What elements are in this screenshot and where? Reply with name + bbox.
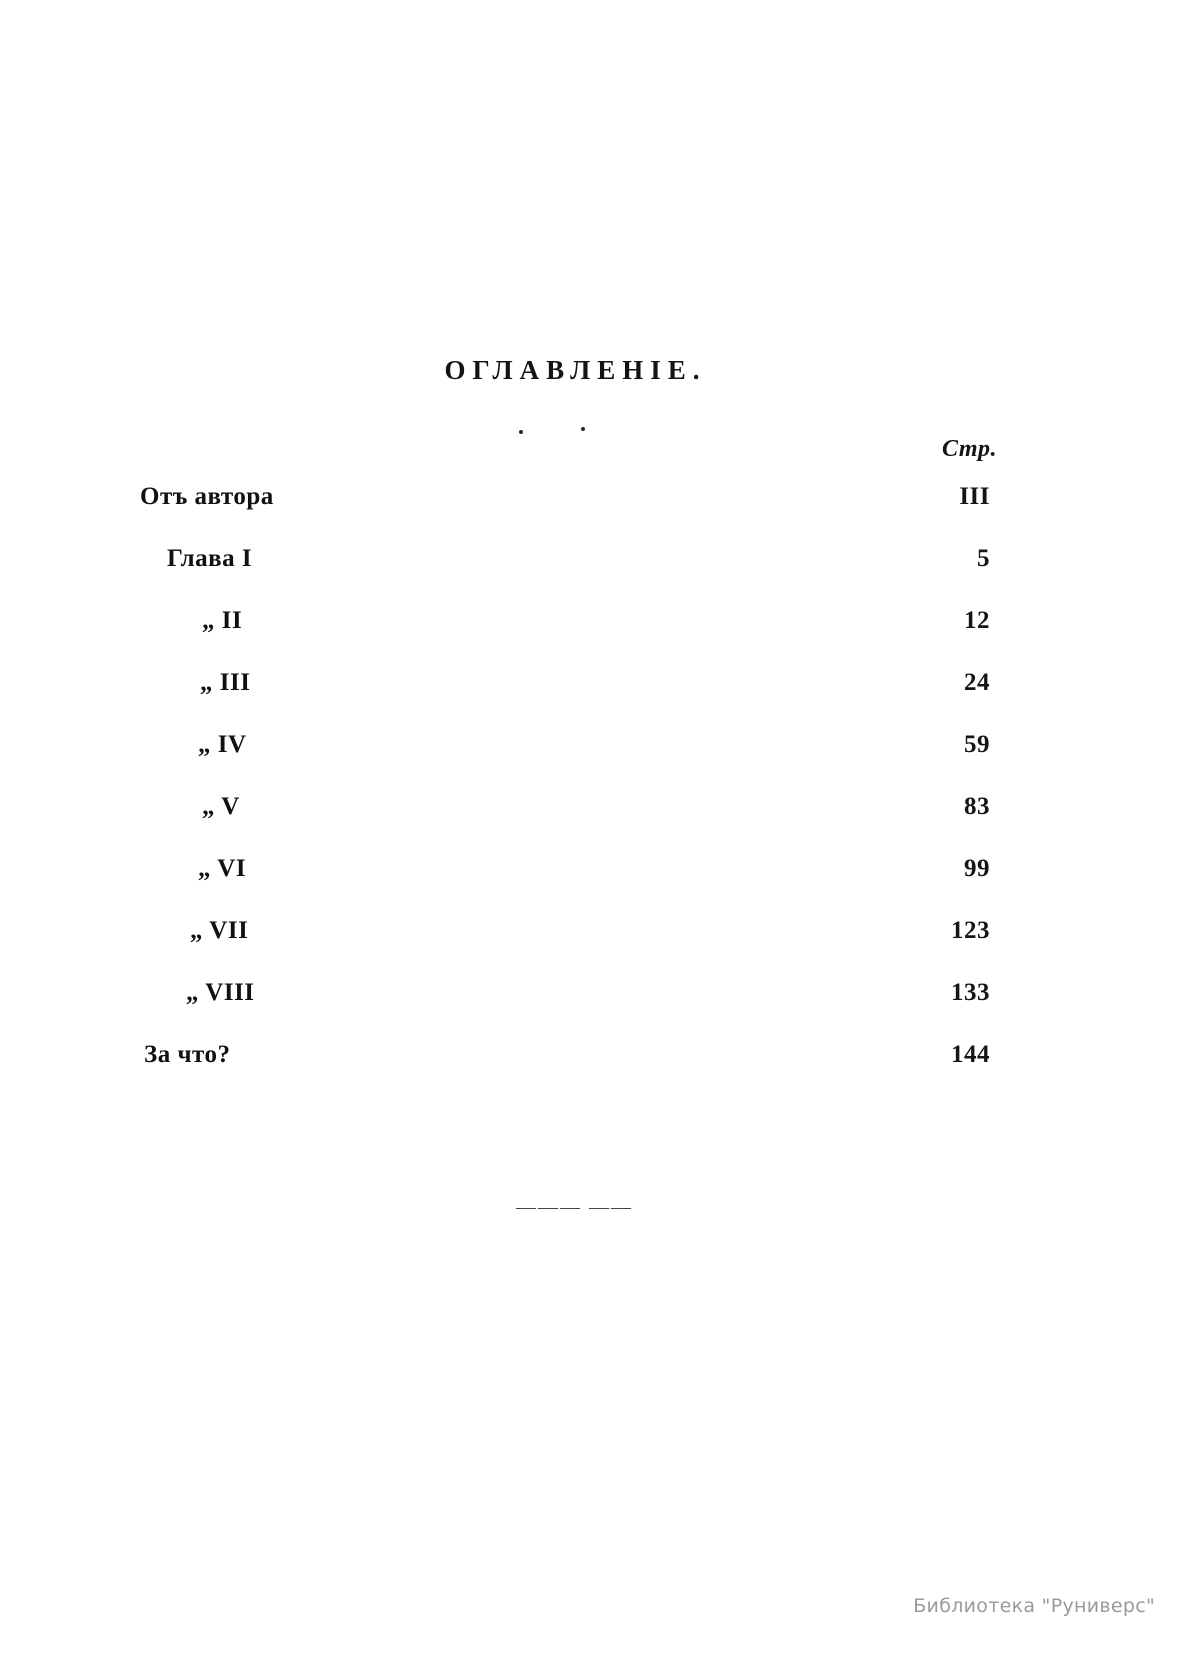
toc-entry-page: 83: [964, 793, 990, 820]
dot-leader: [248, 607, 914, 633]
toc-entry-page: 123: [951, 917, 990, 944]
toc-entry-page: 12: [964, 607, 990, 634]
dot-leader: [254, 917, 914, 943]
toc-entry-label: Отъ автора: [140, 483, 274, 510]
toc-entry[interactable]: [140, 545, 990, 607]
toc-entry[interactable]: [140, 855, 990, 917]
toc-entry[interactable]: [140, 607, 990, 669]
dot-leader: [261, 979, 914, 1005]
dot-leader: [246, 793, 914, 819]
toc-entry-label: „ V: [202, 793, 240, 820]
stray-ink-marks: [505, 424, 625, 438]
toc-entry[interactable]: [140, 731, 990, 793]
toc-entry-label: „ III: [200, 669, 251, 696]
dot-leader: [252, 855, 914, 881]
library-watermark: Библиотека "Руниверс": [913, 1595, 1155, 1617]
dot-leader: [253, 731, 914, 757]
toc-entry[interactable]: [140, 669, 990, 731]
toc-entry-page: 144: [951, 1041, 990, 1068]
page-column-header: Стр.: [941, 436, 997, 462]
toc-entry[interactable]: [140, 979, 990, 1041]
toc-entry[interactable]: [140, 917, 990, 979]
dot-leader: [256, 669, 914, 695]
toc-entry-label: За что?: [144, 1041, 231, 1068]
toc-entry-label: „ VIII: [186, 979, 255, 1006]
page-title-text: ОГЛАВЛЕНІЕ.: [444, 355, 707, 385]
toc-entry-page: 133: [951, 979, 990, 1006]
toc-entry[interactable]: [140, 1041, 990, 1103]
toc-entry-page: 99: [964, 855, 990, 882]
toc-entry[interactable]: [140, 483, 990, 545]
toc-entry-page: III: [959, 483, 990, 510]
section-divider-text: ——— ——: [516, 1196, 633, 1218]
toc-entry[interactable]: [140, 793, 990, 855]
toc-entry-label: „ II: [202, 607, 243, 634]
table-of-contents: [140, 483, 990, 1103]
dot-leader: [280, 483, 914, 509]
section-divider: [0, 1196, 1189, 1219]
toc-entry-page: 24: [964, 669, 990, 696]
dot-leader: [237, 1041, 915, 1067]
toc-entry-label: „ VII: [190, 917, 249, 944]
toc-entry-label: „ VI: [198, 855, 247, 882]
dot-leader: [258, 545, 914, 571]
toc-entry-page: 5: [977, 545, 990, 572]
toc-entry-page: 59: [964, 731, 990, 758]
page-title: [0, 355, 1189, 386]
toc-entry-label: Глава I: [167, 545, 253, 572]
toc-entry-label: „ IV: [198, 731, 247, 758]
